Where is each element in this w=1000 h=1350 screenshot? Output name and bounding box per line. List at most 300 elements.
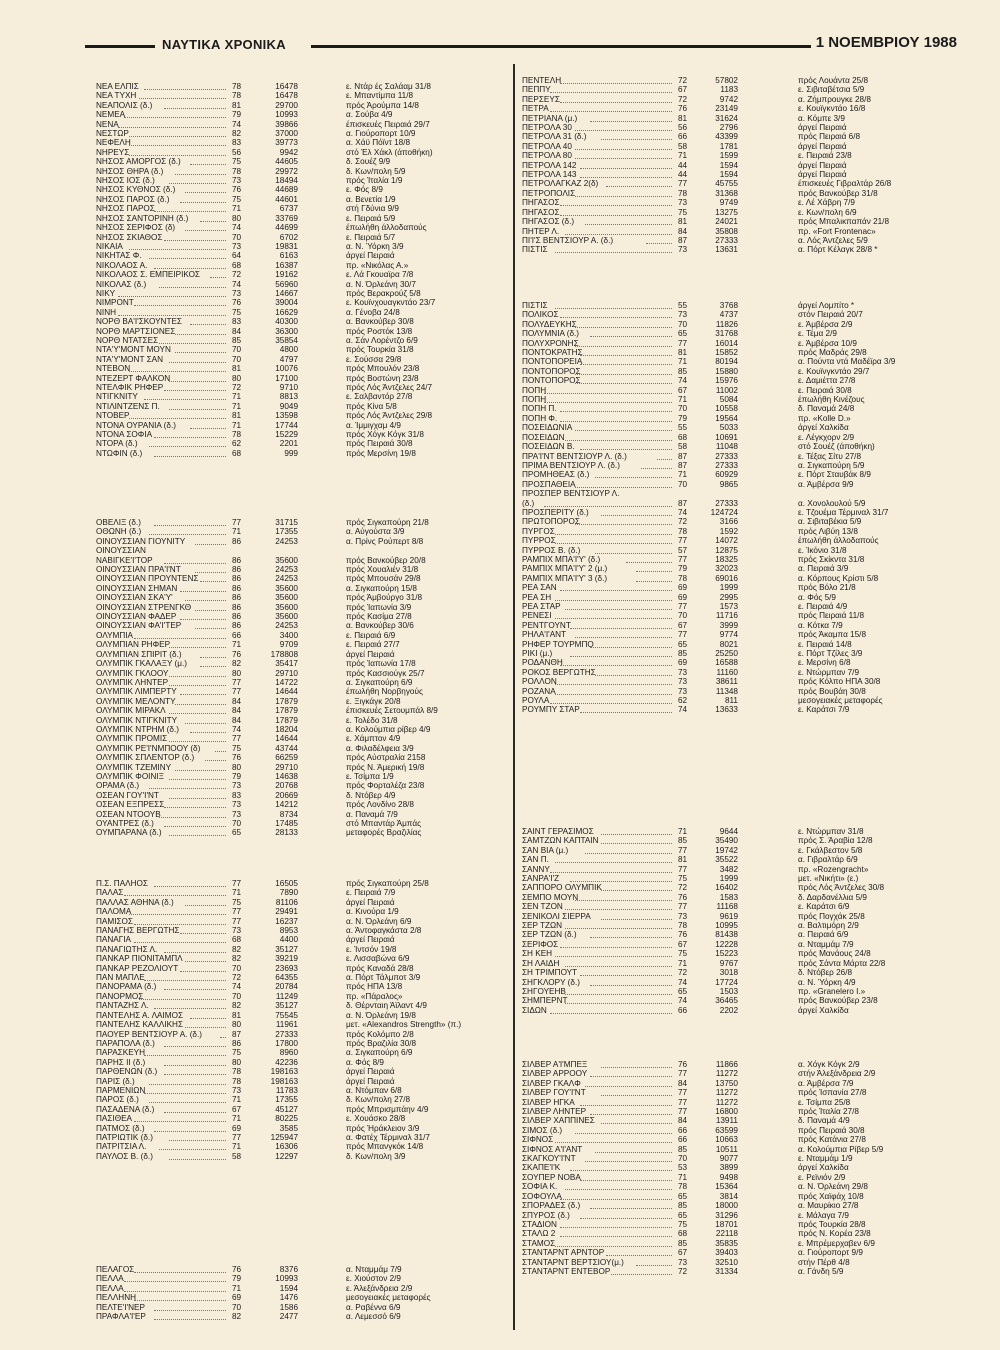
ship-name: ΠΗΓΑΣΟΣ <box>522 198 560 208</box>
ship-name: ΠΟΝΤΟΠΟΡΕΙΑ <box>522 357 583 367</box>
build-year: 70 <box>232 819 242 828</box>
ship-name: ΠΟΣΕΙΔΩΝ Β. <box>522 442 575 452</box>
ship-entry <box>96 1039 510 1048</box>
build-year: 78 <box>678 526 688 536</box>
ship-entry <box>522 846 954 855</box>
ship-name: ΟΥΑΝΤΡΕΣ (δ.) <box>96 819 154 828</box>
ship-name: ΠΙΣΤΙΣ <box>522 301 548 310</box>
ship-name: ΣΑΝ Π. <box>522 855 549 865</box>
build-year: 82 <box>232 659 242 669</box>
ship-position: α. Ζήμπρουγκε 28/8 <box>798 94 871 104</box>
ship-entry <box>96 828 510 837</box>
ship-entry <box>96 917 510 926</box>
ship-entry <box>522 301 954 310</box>
build-year: 77 <box>678 338 688 348</box>
ship-position: α. Χόγκ Κόγκ 2/9 <box>798 1060 860 1069</box>
ship-entry <box>96 650 510 659</box>
gross-tonnage: 13750 <box>715 1078 738 1088</box>
ship-position: μεσογειακές μεταφορές <box>798 696 883 706</box>
gross-tonnage: 32510 <box>715 1257 738 1267</box>
ship-name: ΟΛΥΜΠΙΑΝ ΣΠΙΡΙΤ (δ.) <box>96 649 182 659</box>
build-year: 66 <box>232 630 242 640</box>
ship-position: ε. Μπρέμερχαβεν 6/9 <box>798 1238 875 1248</box>
gross-tonnage: 31296 <box>715 1210 738 1220</box>
gross-tonnage: 28133 <box>275 828 298 838</box>
ship-entry <box>522 640 954 649</box>
leader-dots <box>185 600 226 601</box>
ship-entry <box>522 386 954 395</box>
gross-tonnage: 3400 <box>279 630 298 640</box>
ship-entry <box>522 593 954 602</box>
ship-entry <box>522 1116 954 1125</box>
ship-entry <box>522 583 954 592</box>
ship-entry <box>96 982 510 991</box>
ship-position: ε. Ντώρμπαν 31/8 <box>798 827 864 836</box>
ship-entry <box>96 251 510 260</box>
ship-name: ΠΑΛΛΑΣ ΑΘΗΝΑ (δ.) <box>96 897 174 907</box>
ship-entry <box>522 1126 954 1135</box>
gross-tonnage: 198163 <box>270 1067 298 1077</box>
ship-entry <box>522 1192 954 1201</box>
ship-name: ΟΛΥΜΠΙΑΝ ΡΗΦΕΡ <box>96 640 171 650</box>
leader-dots <box>646 243 672 244</box>
ship-name: ΣΑΜΤΖΩΝ ΚΑΠΤΑΙΝ <box>522 836 599 846</box>
ship-position: δ. Δαρδανέλλια 5/9 <box>798 892 867 902</box>
ship-name: ΣΑΝΝΥ <box>522 864 550 874</box>
build-year: 83 <box>232 317 242 327</box>
ship-entry <box>522 198 954 207</box>
build-year: 70 <box>232 1302 242 1312</box>
gross-tonnage: 9049 <box>279 401 298 411</box>
gross-tonnage: 29710 <box>275 762 298 772</box>
build-year: 71 <box>678 958 688 968</box>
build-year: 78 <box>232 82 242 91</box>
gross-tonnage: 17879 <box>275 715 298 725</box>
leader-dots <box>154 525 226 526</box>
ship-entry <box>96 584 510 593</box>
ship-position: πρός Ίαπωνία 17/8 <box>346 659 416 669</box>
gross-tonnage: 38611 <box>715 677 738 687</box>
leader-dots <box>129 145 226 146</box>
build-year: 82 <box>232 954 242 964</box>
ship-entry <box>96 411 510 420</box>
gross-tonnage: 13633 <box>715 705 738 715</box>
gross-tonnage: 36300 <box>275 326 298 336</box>
ship-entry <box>96 697 510 706</box>
ship-entry <box>522 1079 954 1088</box>
ship-name: ΣΗ ΛΑΙΔΗ <box>522 958 560 968</box>
header-rule-left <box>85 45 155 48</box>
gross-tonnage: 39004 <box>275 298 298 308</box>
ship-position: ε. Πειραιά 7/9 <box>346 888 396 898</box>
leader-dots <box>195 610 226 611</box>
ship-name: ΠΑΛΑΣ <box>96 888 124 898</box>
ship-position: πρός Ν. Άμερική 19/8 <box>346 762 425 772</box>
build-year: 70 <box>678 479 688 489</box>
ship-position: ε. Χιούστον 2/9 <box>346 1274 401 1284</box>
ship-name: ΝΤΕΖΕΡΤ ΦΑΛΚΟΝ <box>96 373 171 383</box>
leader-dots <box>601 843 673 844</box>
ship-position: α. Χάϋ Πόϊντ 18/8 <box>346 138 411 148</box>
ship-position: πρός Μπαλικπαπάν 21/8 <box>798 217 890 227</box>
leader-dots <box>590 1208 672 1209</box>
ship-position: ε. Σούσσα 29/8 <box>346 354 402 364</box>
ship-entry <box>96 527 510 536</box>
ship-position: πρός Λός Άντζελες 24/7 <box>346 383 433 392</box>
ship-position: α. Πόρτ Κέλαγκ 28/8 * <box>798 245 878 255</box>
build-year: 81 <box>678 217 688 227</box>
ship-entry <box>522 874 954 883</box>
leader-dots <box>575 430 672 431</box>
ship-name: ΟΛΥΜΠΙΚ ΤΖΕΜΙΝΥ <box>96 762 172 772</box>
ship-position: πρός Βοστώνη 23/8 <box>346 373 419 383</box>
gross-tonnage: 9710 <box>279 383 298 392</box>
gross-tonnage: 14722 <box>275 677 298 687</box>
ship-entry <box>96 546 510 555</box>
leader-dots <box>134 305 226 306</box>
ship-entry <box>522 1267 954 1276</box>
gross-tonnage: 9742 <box>719 94 738 104</box>
ship-entry <box>522 1154 954 1163</box>
ship-name: ΣΚΑΠΕ'Ι'Κ <box>522 1163 561 1173</box>
ship-entry <box>96 261 510 270</box>
build-year: 84 <box>232 696 242 706</box>
gross-tonnage: 17355 <box>275 1095 298 1105</box>
ship-entry <box>96 1048 510 1057</box>
build-year: 77 <box>232 687 242 697</box>
ship-position: άργεί Πειραιά <box>346 935 395 945</box>
gross-tonnage: 12297 <box>275 1151 298 1161</box>
ship-position: α. Ν. Όρλεάνη 6/9 <box>346 916 412 926</box>
gross-tonnage: 16505 <box>275 879 298 888</box>
ship-name: ΣΠΥΡΟΣ (δ.) <box>522 1210 570 1220</box>
ship-entry <box>522 423 954 432</box>
ship-position: έπωλήθη άλλοδαπούς <box>798 536 879 546</box>
gross-tonnage: 1592 <box>719 526 738 536</box>
gross-tonnage: 16478 <box>275 82 298 91</box>
build-year: 75 <box>678 949 688 959</box>
build-year: 77 <box>678 536 688 546</box>
ship-name: ΣΕΡΙΦΟΣ <box>522 939 559 949</box>
gross-tonnage: 10993 <box>275 1274 298 1284</box>
ship-position: πρός Ίαπωνία 3/9 <box>346 602 412 612</box>
gross-tonnage: 24253 <box>275 536 298 546</box>
gross-tonnage: 31334 <box>715 1266 738 1276</box>
gross-tonnage: 3482 <box>719 864 738 874</box>
build-year: 74 <box>232 982 242 992</box>
ship-entry <box>96 364 510 373</box>
ship-name: ΠΗΓΑΣΟΣ (δ.) <box>522 217 575 227</box>
build-year: 78 <box>678 188 688 198</box>
ship-position: α. Μαυρίκιο 27/8 <box>798 1201 859 1211</box>
leader-dots <box>175 770 227 771</box>
build-year: 68 <box>678 1229 688 1239</box>
ship-entry <box>522 527 954 536</box>
gross-tonnage: 2796 <box>719 123 738 133</box>
build-year: 84 <box>232 706 242 716</box>
ship-entry <box>96 1067 510 1076</box>
ship-name: ΝΙΚΑΙΑ <box>96 241 123 251</box>
leader-dots <box>550 703 673 704</box>
build-year: 72 <box>678 1266 688 1276</box>
build-year: 77 <box>678 1069 688 1079</box>
build-year: 56 <box>232 147 242 157</box>
leader-dots <box>585 1161 672 1162</box>
ship-position: ε. Καράτσι 7/9 <box>798 705 850 715</box>
ship-position: ε. Πειραιά 5/9 <box>346 213 396 223</box>
ship-entry <box>522 433 954 442</box>
leader-dots <box>139 999 226 1000</box>
gross-tonnage: 14638 <box>275 771 298 781</box>
leader-dots <box>175 352 227 353</box>
leader-dots <box>565 966 672 967</box>
gross-tonnage: 39866 <box>275 119 298 129</box>
ship-position: α. Σούβα 4/9 <box>346 110 393 120</box>
leader-dots <box>560 1199 672 1200</box>
leader-dots <box>164 390 226 391</box>
build-year: 71 <box>232 401 242 411</box>
ship-entry <box>522 836 954 845</box>
ship-entry <box>522 996 954 1005</box>
build-year: 86 <box>232 602 242 612</box>
ship-entry <box>96 1030 510 1039</box>
build-year: 55 <box>678 301 688 310</box>
ship-name: ΟΒΕΛΙΞ (δ.) <box>96 518 141 527</box>
build-year: 66 <box>678 1005 688 1015</box>
build-year: 71 <box>232 204 242 214</box>
ship-entry <box>96 763 510 772</box>
gross-tonnage: 12875 <box>715 545 738 555</box>
ship-name: ΠΙΣΤΙΣ <box>522 245 548 255</box>
ship-name: ΝΤΑ'Υ'ΜΟΝΤ ΜΟΥΝ <box>96 345 171 355</box>
ship-name: ΣΙΛΒΕΡ ΑΡΡΟΟΥ <box>522 1069 588 1079</box>
leader-dots <box>118 296 226 297</box>
build-year: 73 <box>678 245 688 255</box>
ship-position: πρός Λός Άντζελες 30/8 <box>798 883 885 893</box>
leader-dots <box>195 628 226 629</box>
build-year: 55 <box>678 423 688 433</box>
gross-tonnage: 9498 <box>719 1172 738 1182</box>
leader-dots <box>134 924 226 925</box>
gross-tonnage: 35808 <box>715 226 738 236</box>
gross-tonnage: 11866 <box>715 1060 738 1069</box>
ship-name: ΣΟΦΙΑ Κ. <box>522 1182 558 1192</box>
gross-tonnage: 8376 <box>279 1265 298 1274</box>
leader-dots <box>601 919 673 920</box>
ship-position: δ. Παναμά 4/9 <box>798 1116 850 1126</box>
build-year: 86 <box>232 621 242 631</box>
gross-tonnage: 10663 <box>715 1135 738 1145</box>
leader-dots <box>164 240 226 241</box>
ship-list-section-pe <box>522 76 954 255</box>
ship-entry <box>96 898 510 907</box>
ship-entry <box>96 678 510 687</box>
gross-tonnage: 23149 <box>715 104 738 114</box>
ship-entry <box>522 104 954 113</box>
ship-name: ΝΤΕΛΦΙΚ ΡΗΦΕΡ <box>96 383 164 392</box>
gross-tonnage: 31715 <box>275 518 298 527</box>
build-year: 68 <box>232 935 242 945</box>
ship-position: άργεί Πειραιά <box>798 123 847 133</box>
ship-position: πρός Άρούμπα 14/8 <box>346 100 419 110</box>
ship-position: ε. Ντώρμπαν 7/9 <box>798 667 860 677</box>
ship-name: ΠΥΡΡΟΣ <box>522 536 556 546</box>
ship-entry <box>522 893 954 902</box>
leader-dots <box>134 1272 226 1273</box>
ship-position: ε. Ντάρ ές Σαλάαμ 31/8 <box>346 82 431 91</box>
ship-name: ΝΤΩΦΙΝ (δ.) <box>96 448 143 458</box>
ship-position: πρ. «Kolle D.» <box>798 413 851 423</box>
leader-dots <box>149 258 226 259</box>
ship-name: ΣΤΑΜΟΣ <box>522 1238 556 1248</box>
gross-tonnage: 16629 <box>275 307 298 317</box>
gross-tonnage: 24021 <box>715 217 738 227</box>
ship-position: ε. Πειραιά 4/9 <box>798 602 848 611</box>
build-year: 74 <box>232 724 242 734</box>
build-year: 65 <box>678 329 688 339</box>
ship-entry <box>522 1088 954 1097</box>
leader-dots <box>590 1114 672 1115</box>
ship-position: άργεί Πειραιά <box>798 170 847 180</box>
gross-tonnage: 1599 <box>719 151 738 161</box>
ship-entry <box>96 556 510 565</box>
leader-dots <box>575 149 672 150</box>
ship-name: ΝΤΟΡΑ (δ.) <box>96 439 138 449</box>
leader-dots <box>129 136 226 137</box>
ship-position: άργεί Πειραιά <box>346 1067 395 1077</box>
ship-entry <box>96 110 510 119</box>
build-year: 86 <box>232 565 242 575</box>
ship-name: ΣΟΥΠΕΡ ΝΟΒΑ <box>522 1172 581 1182</box>
gross-tonnage: 43744 <box>275 743 298 753</box>
ship-entry <box>522 404 954 413</box>
ship-entry <box>522 902 954 911</box>
ship-position: ε. Τσίμπα 1/9 <box>346 771 394 781</box>
build-year: 80 <box>232 1020 242 1030</box>
ship-entry <box>522 564 954 573</box>
leader-dots <box>169 1159 226 1160</box>
ship-name: ΟΛΥΜΠΙΚ ΛΙΜΠΕΡΤΥ <box>96 687 177 697</box>
ship-name: ΣΗΓΚΛΟΡΥ (δ.) <box>522 977 580 987</box>
ship-position: ε. Πειραιά 27/7 <box>346 640 400 650</box>
ship-position: ε. Κων/πολη 6/9 <box>798 207 857 217</box>
ship-name: ΠΕΤΡΑ <box>522 104 549 114</box>
ship-name: ΡΕΑ ΣΑΝ <box>522 583 557 593</box>
gross-tonnage: 4800 <box>279 345 298 355</box>
ship-entry <box>522 1220 954 1229</box>
leader-dots <box>124 1281 227 1282</box>
leader-dots <box>154 886 226 887</box>
leader-dots <box>180 591 226 592</box>
ship-position: πρός Βανκούβερ 23/8 <box>798 996 878 1006</box>
gross-tonnage: 18494 <box>275 176 298 186</box>
build-year: 67 <box>678 620 688 630</box>
gross-tonnage: 32023 <box>715 564 738 574</box>
leader-dots <box>626 562 672 563</box>
ship-position: πρός Πειραιά 11/8 <box>798 611 865 621</box>
build-year: 62 <box>678 696 688 706</box>
ship-position: α. Νταμμάμ 7/9 <box>798 939 854 949</box>
gross-tonnage: 11783 <box>275 1085 298 1095</box>
ship-position: πρός Ήράκλειον 3/9 <box>346 1123 420 1133</box>
build-year: 84 <box>232 326 242 336</box>
ship-position: πρός Ίταλία 1/9 <box>346 176 403 186</box>
ship-entry <box>522 677 954 686</box>
gross-tonnage: 24253 <box>275 621 298 631</box>
ship-entry <box>96 781 510 790</box>
ship-entry <box>96 1114 510 1123</box>
leader-dots <box>555 252 672 253</box>
ship-entry <box>96 772 510 781</box>
gross-tonnage: 19831 <box>275 241 298 251</box>
gross-tonnage: 81106 <box>275 897 298 907</box>
ship-name: ΠΕΛΤΕ'Ι'ΝΕΡ <box>96 1302 145 1312</box>
gross-tonnage: 29491 <box>275 907 298 917</box>
ship-position: ε. Σιβιταβέτσια 5/9 <box>798 85 865 95</box>
build-year: 77 <box>678 630 688 640</box>
leader-dots <box>154 1131 226 1132</box>
ship-name: ΠΟΝΤΟΠΟΡΟΣ <box>522 366 581 376</box>
leader-dots <box>575 346 672 347</box>
build-year: 62 <box>232 439 242 449</box>
leader-dots <box>169 676 226 677</box>
leader-dots <box>164 1046 226 1047</box>
ship-position: πρός Φορταλέζα 23/8 <box>346 781 425 791</box>
ship-position: ε. Λά Γκουαϊρα 7/8 <box>346 270 414 280</box>
build-year: 78 <box>232 166 242 176</box>
ship-name: ΟΛΥΜΠΙΚ ΣΠΛΕΝΤΟΡ (δ.) <box>96 753 195 763</box>
ship-list-section-po <box>522 301 954 715</box>
ship-position: ε. Τζουέμα Τέρμιναλ 31/7 <box>798 507 889 517</box>
ship-entry <box>522 357 954 366</box>
ship-entry <box>522 930 954 939</box>
ship-entry <box>522 1211 954 1220</box>
ship-entry <box>96 214 510 223</box>
ship-name: ΟΙΝΟΥΣΣΙΑΝ ΠΡΟΥΝΤΕΝΣ <box>96 574 199 584</box>
gross-tonnage: 9077 <box>719 1154 738 1164</box>
build-year: 84 <box>678 1078 688 1088</box>
ship-name: ΟΡΑΜΑ (δ.) <box>96 781 140 791</box>
ship-position: στό Σουέζ (άποθήκη) <box>798 442 875 452</box>
ship-position: στήν Πέρθ 4/8 <box>798 1257 850 1267</box>
ship-entry <box>96 91 510 100</box>
ship-entry <box>96 819 510 828</box>
ship-name: ΝΗΣΟΣ ΠΑΡΟΣ <box>96 204 155 214</box>
ship-entry <box>522 95 954 104</box>
ship-position: ε. Άμβέρσα 2/9 <box>798 319 853 329</box>
leader-dots <box>149 534 226 535</box>
gross-tonnage: 35600 <box>275 583 298 593</box>
gross-tonnage: 20768 <box>275 781 298 791</box>
build-year: 58 <box>678 141 688 151</box>
leader-dots <box>560 421 672 422</box>
ship-name: ΟΙΝΟΥΣΣΙΑΝ ΦΑ'Ι'ΤΕΡ <box>96 621 182 631</box>
ship-list-section-s <box>522 827 954 1015</box>
gross-tonnage: 1476 <box>279 1293 298 1303</box>
gross-tonnage: 9774 <box>719 630 738 640</box>
build-year: 73 <box>678 677 688 687</box>
ship-position: α. Χονολουλού 5/9 <box>798 498 866 508</box>
ship-name: ΠΑΤΡΙΩΤΙΚ (δ.) <box>96 1132 153 1142</box>
leader-dots <box>190 1018 226 1019</box>
ship-name: ΡΗΛΑ'Ι'ΑΝΤ <box>522 630 567 640</box>
leader-dots <box>180 694 226 695</box>
ship-entry <box>522 921 954 930</box>
ship-entry <box>522 245 954 254</box>
build-year: 79 <box>232 110 242 120</box>
issue-date: 1 ΝΟΕΜΒΡΙΟΥ 1988 <box>815 34 957 51</box>
build-year: 73 <box>678 667 688 677</box>
